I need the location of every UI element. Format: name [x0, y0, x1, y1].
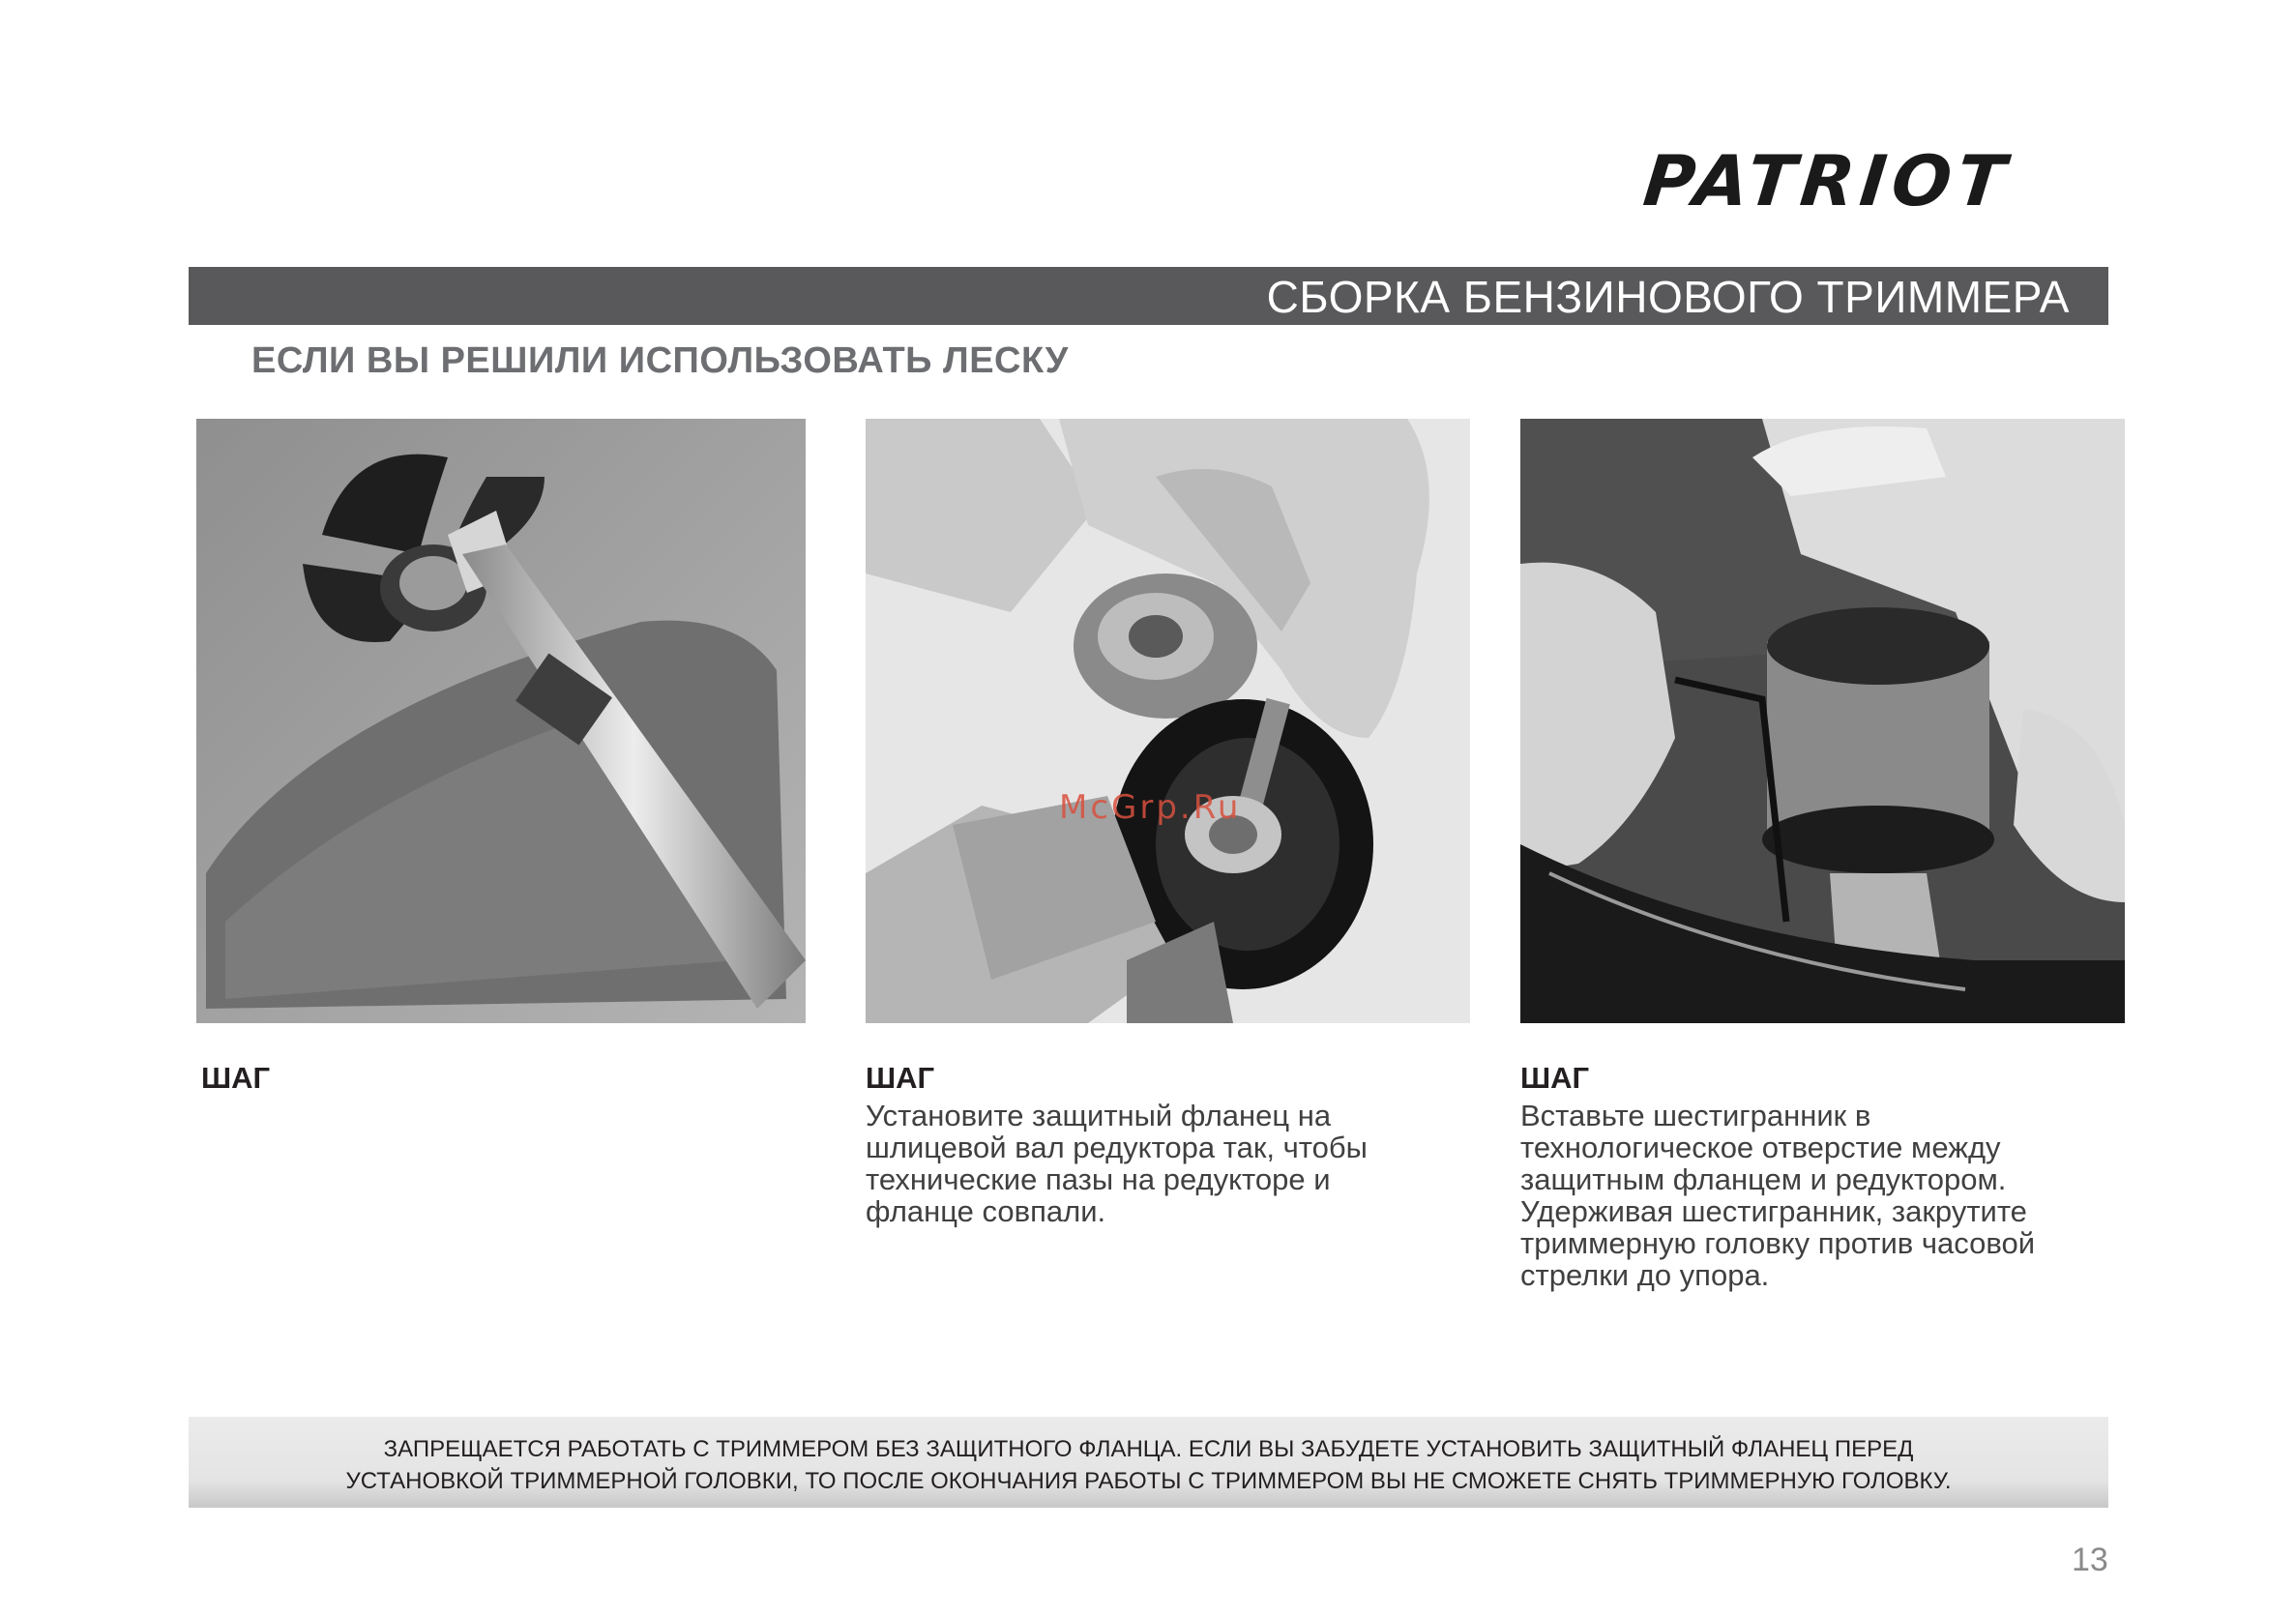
- section-header-bar: [189, 267, 2108, 325]
- step3-photo: [1520, 419, 2125, 1023]
- warning-box: [189, 1417, 2108, 1508]
- watermark-text: McGrp.Ru: [1059, 788, 1242, 827]
- section-subtitle: ЕСЛИ ВЫ РЕШИЛИ ИСПОЛЬЗОВАТЬ ЛЕСКУ: [251, 340, 1069, 381]
- logo-text: PATRIOT: [1639, 140, 2016, 221]
- patriot-logo: [1639, 140, 2041, 221]
- section-title: СБОРКА БЕНЗИНОВОГО ТРИММЕРА: [1266, 272, 2070, 322]
- step2-description: Установите защитный фланец на шлицевой вал редуктора так, чтобы технические пазы на редукторе и фланце совпали.: [866, 1099, 1368, 1228]
- page-number: 13: [2072, 1542, 2108, 1578]
- warning-text: ЗАПРЕЩАЕТСЯ РАБОТАТЬ С ТРИММЕРОМ БЕЗ ЗАЩИТНОГО ФЛАНЦА. ЕСЛИ ВЫ ЗАБУДЕТЕ УСТАНОВИТЬ ЗАЩИТНЫЙ ФЛАНЕЦ ПЕРЕД УСТАНОВКОЙ ТРИММЕРНОЙ ГОЛОВКИ, ТО ПОСЛЕ ОКОНЧАНИЯ РАБОТЫ С ТРИММЕРОМ ВЫ НЕ СМОЖЕТЕ СНЯТЬ ТРИММЕРНУЮ ГОЛОВКУ.: [345, 1436, 1952, 1494]
- step3-description: Вставьте шестигранник в технологическое отверстие между защитным фланцем и редуктором. Удерживая шестигранник, закрутите триммерную головку против часовой стрелки до упора.: [1520, 1099, 2036, 1292]
- step3-title: ШАГ: [1520, 1061, 1590, 1095]
- step1-photo: [196, 419, 806, 1023]
- step1-title: ШАГ: [201, 1061, 271, 1095]
- step2-title: ШАГ: [866, 1061, 935, 1095]
- step2-photo: [866, 419, 1470, 1023]
